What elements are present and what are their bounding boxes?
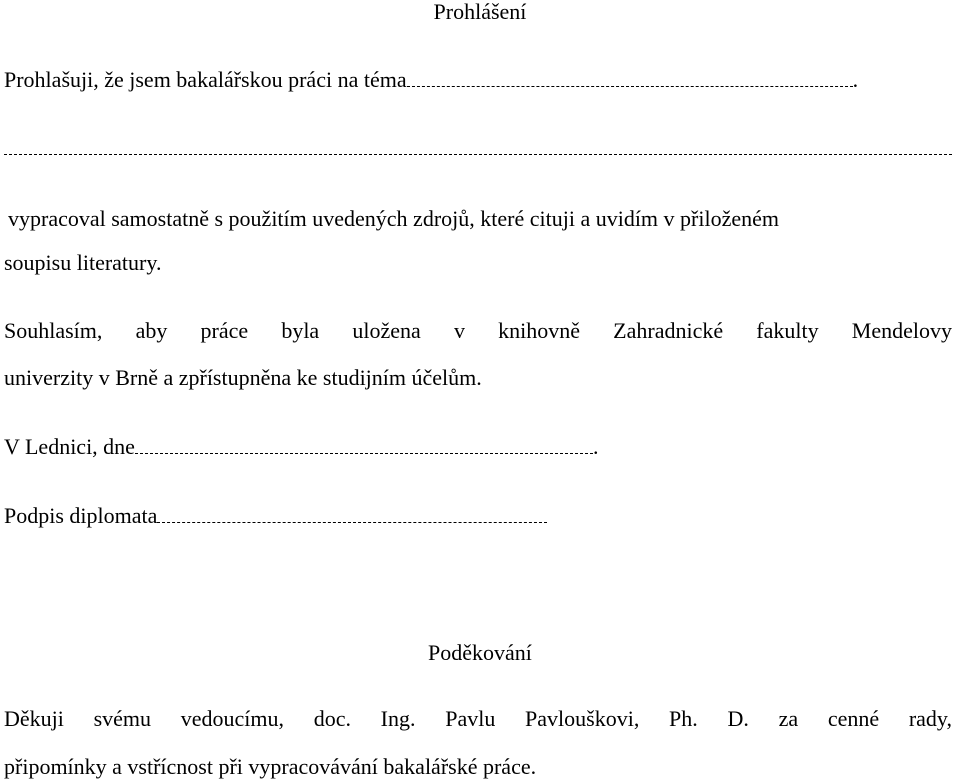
- topic-blank-continued: [4, 154, 952, 155]
- topic-blank: [407, 86, 853, 87]
- signature-line: [4, 503, 547, 529]
- place-label: V Lednici, dne: [4, 434, 135, 459]
- topic-line: [4, 67, 858, 93]
- signature-blank: [157, 522, 547, 523]
- place-date-line: [4, 434, 598, 460]
- intro-end: .: [852, 67, 859, 92]
- para2-line1: Souhlasím, aby práce byla uložena v knihovně Zahradnické fakulty Mendelovy: [4, 318, 952, 343]
- declaration-heading: Prohlášení: [433, 0, 527, 24]
- intro-text: Prohlašuji, že jsem bakalářskou práci na téma: [4, 67, 407, 92]
- place-end: .: [592, 434, 599, 459]
- para1-line2: soupisu literatury.: [4, 250, 162, 275]
- para1-line1: vypracoval samostatně s použitím uvedených zdrojů, které cituji a uvidím v přiloženém: [8, 206, 779, 231]
- acknowledgement-line2: připomínky a vstřícnost při vypracovávání bakalářské práce.: [4, 754, 537, 779]
- acknowledgement-heading: Poděkování: [428, 640, 532, 665]
- para2-line2: univerzity v Brně a zpřístupněna ke studijním účelům.: [4, 365, 482, 390]
- acknowledgement-line1: Děkuji svému vedoucímu, doc. Ing. Pavlu Pavlouškovi, Ph. D. za cenné rady,: [4, 706, 952, 731]
- signature-label: Podpis diplomata: [4, 503, 158, 528]
- date-blank: [135, 453, 593, 454]
